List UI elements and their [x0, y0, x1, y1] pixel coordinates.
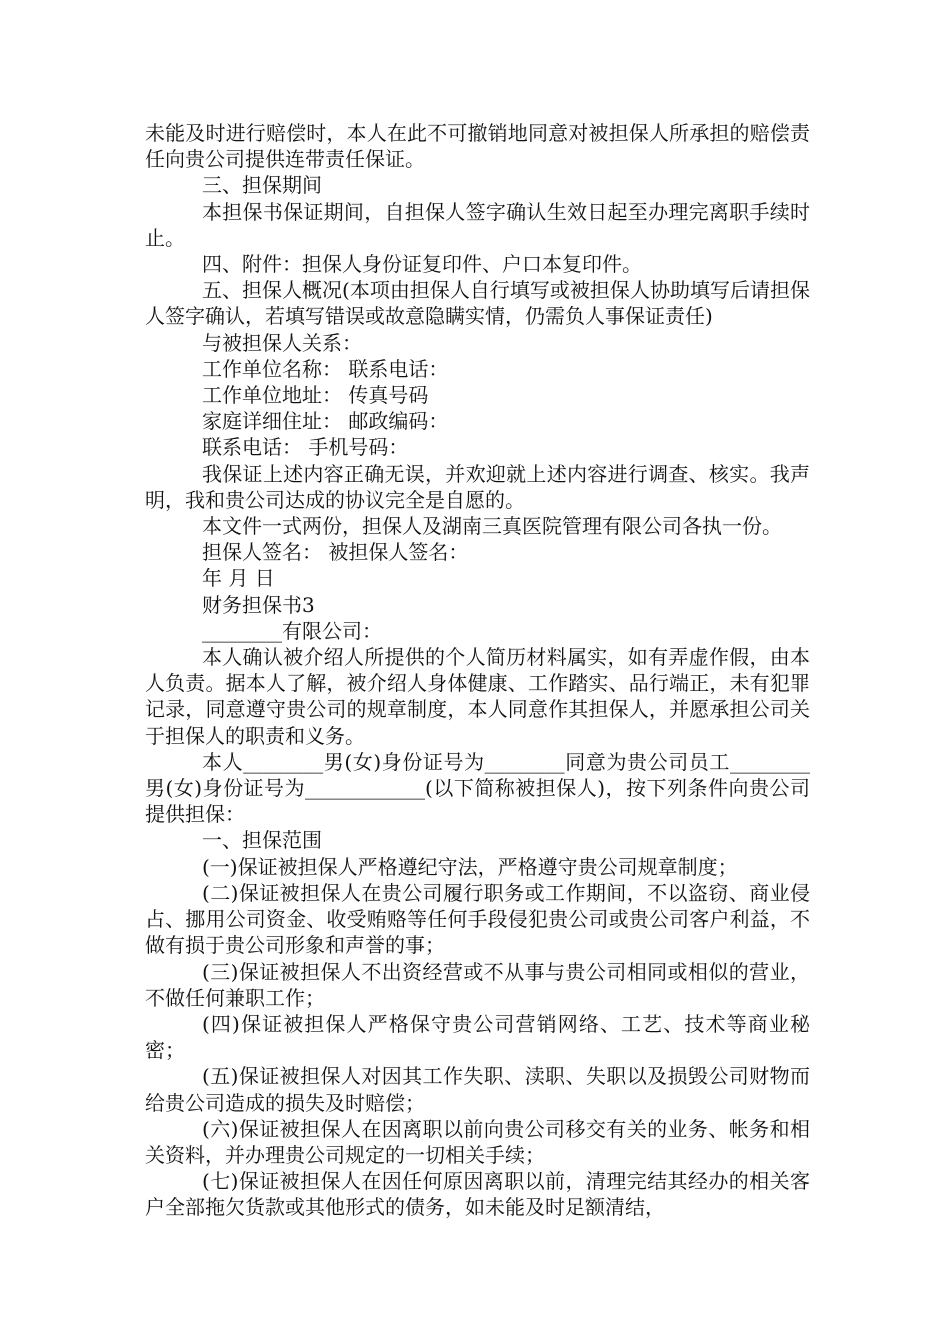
field-home-address-postcode: 家庭详细住址： 邮政编码：: [202, 409, 449, 434]
section-heading-scope: 一、担保范围: [202, 828, 322, 853]
signature-line: 担保人签名： 被担保人签名：: [202, 540, 469, 565]
paragraph-guarantor-statement: 本人________男(女)身份证号为________同意为贵公司员工________男(女)身份证号为____________(以下简称被担保人)，按下列条件向贵公司提供担保：: [145, 749, 810, 827]
clause-2: (二)保证被担保人在贵公司履行职务或工作期间，不以盗窃、商业侵占、挪用公司资金、收受贿赂等任何手段侵犯贵公司或贵公司客户利益，不做有损于贵公司形象和声誉的事；: [145, 880, 810, 958]
field-employer-name-phone: 工作单位名称： 联系电话：: [202, 356, 449, 381]
field-relationship: 与被担保人关系：: [202, 330, 362, 355]
field-phone-mobile: 联系电话： 手机号码：: [202, 435, 409, 460]
paragraph-continuation: 未能及时进行赔偿时，本人在此不可撤销地同意对被担保人所承担的赔偿责任向贵公司提供连带责任保证。: [145, 121, 810, 172]
clause-7: (七)保证被担保人在因任何原因离职以前，清理完结其经办的相关客户全部拖欠货款或其他形式的债务，如未能及时足额清结，: [145, 1169, 810, 1220]
section-heading-guarantee-period: 三、担保期间: [202, 173, 322, 198]
date-line: 年 月 日: [202, 566, 275, 591]
paragraph-declaration: 我保证上述内容正确无误，并欢迎就上述内容进行调查、核实。我声明，我和贵公司达成的协议完全是自愿的。: [145, 461, 810, 512]
paragraph-confirmation: 本人确认被介绍人所提供的个人简历材料属实，如有弄虚作假，由本人负责。据本人了解，被介绍人身体健康、工作踏实、品行端正，未有犯罪记录，同意遵守贵公司的规章制度，本人同意作其担保人，并愿承担公司关于担保人的职责和义务。: [145, 645, 810, 748]
paragraph-attachments: 四、附件：担保人身份证复印件、户口本复印件。: [202, 252, 642, 277]
addressee-line: ________有限公司：: [202, 618, 382, 643]
clause-1: (一)保证被担保人严格遵纪守法，严格遵守贵公司规章制度；: [202, 854, 738, 879]
clause-4: (四)保证被担保人严格保守贵公司营销网络、工艺、技术等商业秘密；: [145, 1011, 810, 1063]
clause-5: (五)保证被担保人对因其工作失职、渎职、失职以及损毁公司财物而给贵公司造成的损失及时赔偿；: [145, 1064, 810, 1115]
paragraph-copies: 本文件一式两份，担保人及湖南三真医院管理有限公司各执一份。: [202, 514, 782, 539]
clause-3: (三)保证被担保人不出资经营或不从事与贵公司相同或相似的营业，不做任何兼职工作；: [145, 959, 810, 1010]
clause-6: (六)保证被担保人在因离职以前向贵公司移交有关的业务、帐务和相关资料，并办理贵公司规定的一切相关手续；: [145, 1116, 810, 1167]
field-employer-address-fax: 工作单位地址： 传真号码: [202, 383, 429, 408]
paragraph-guarantee-period: 本担保书保证期间，自担保人签字确认生效日起至办理完离职手续时止。: [145, 199, 810, 250]
document-body: [145, 120, 810, 1221]
document-title: 财务担保书3: [202, 592, 315, 617]
paragraph-guarantor-overview: 五、担保人概况(本项由担保人自行填写或被担保人协助填写后请担保人签字确认，若填写错误或故意隐瞒实情，仍需负人事保证责任): [145, 278, 810, 329]
